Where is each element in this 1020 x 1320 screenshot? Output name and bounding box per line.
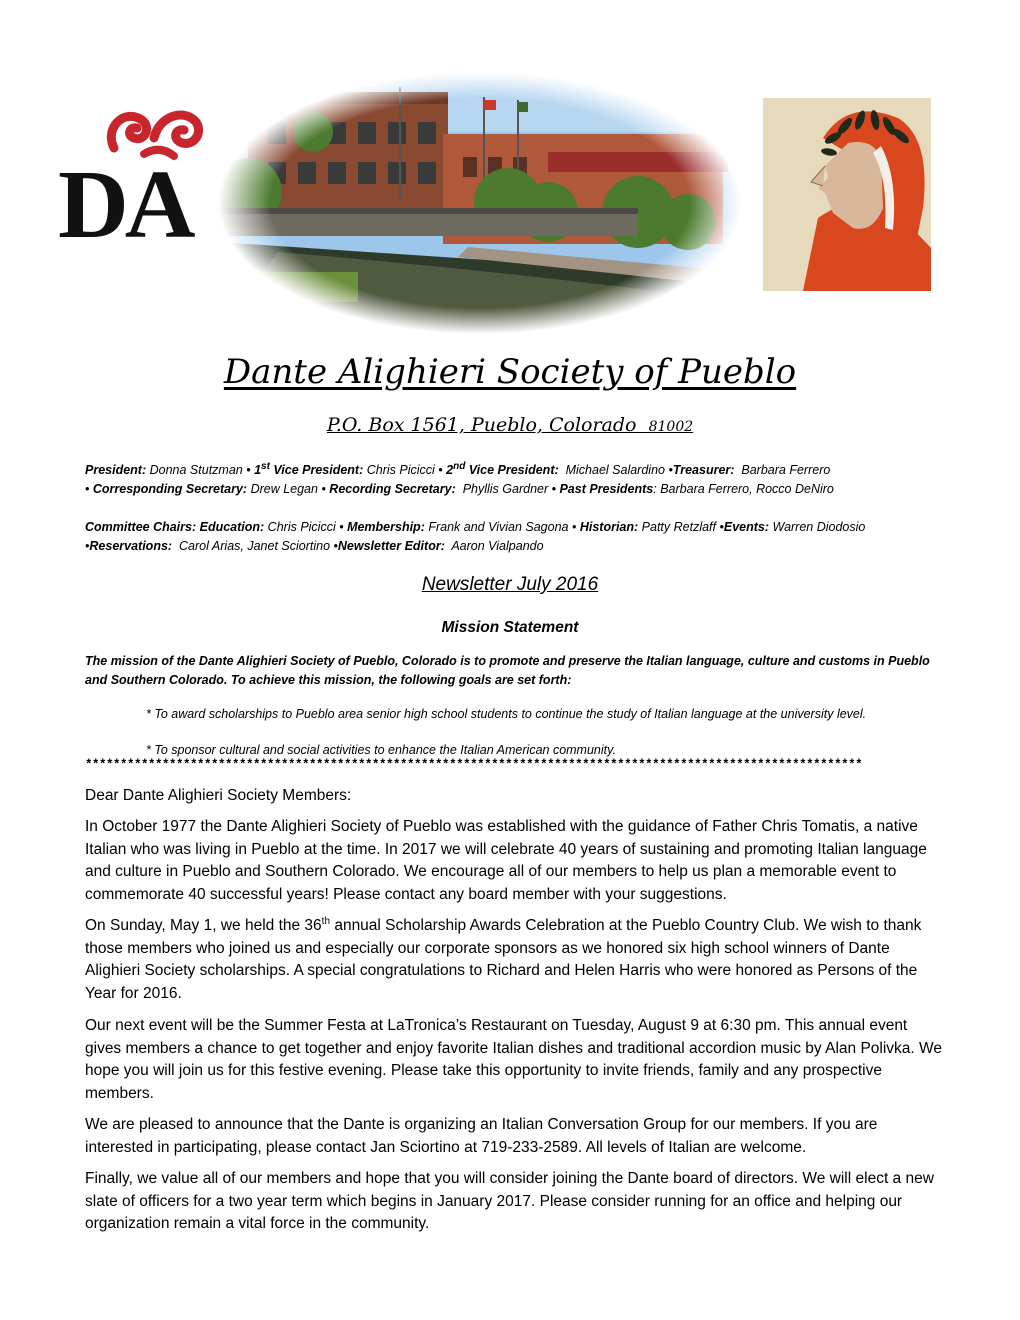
editor-name: Aaron Vialpando — [451, 539, 544, 553]
rec-sec-name: Phyllis Gardner — [462, 482, 549, 496]
goal-scholarships: * To award scholarships to Pueblo area senior high school students to continue the study of Italian language at the university level. — [146, 707, 867, 721]
letter-paragraph-conversation: We are pleased to announce that the Dante is organizing an Italian Conversation Group for our members. If you are interested in participating, please contact Jan Sciortino at 719-233-2589. All levels of Italian are welcome. — [85, 1116, 878, 1156]
reservations-label: Reservations: — [89, 539, 173, 553]
p2-start: On Sunday, May 1, we held the 36 — [85, 917, 322, 934]
dante-portrait — [763, 98, 931, 291]
corr-sec-name: Drew Legan — [250, 482, 318, 496]
committee-chairs-label: Committee Chairs: Education: — [85, 520, 265, 534]
president-name: Donna Stutzman — [149, 463, 243, 477]
historian-label: Historian: — [579, 520, 639, 534]
address-line: P.O. Box 1561, Pueblo, Colorado — [326, 414, 637, 436]
treasurer-label: Treasurer: — [672, 463, 735, 477]
vp1-sup: st — [261, 460, 270, 472]
vp2-sup: nd — [453, 460, 466, 472]
dante-society-logo — [58, 108, 218, 268]
past-presidents-label: Past Presidents — [559, 482, 654, 496]
treasurer-name: Barbara Ferrero — [741, 463, 831, 477]
editor-label: Newsletter Editor: — [337, 539, 445, 553]
vp2-label: Vice President: — [468, 463, 559, 477]
p2-sup: th — [321, 915, 331, 927]
letter-paragraph-anniversary: In October 1977 the Dante Alighieri Society of Pueblo was established with the guidance of Father Chris Tomatis, a native Italian who was living in Pueblo at the time. In 2017 we will celebrate 40 years of sustaining and promoting Italian language and culture in Pueblo and Southern Colorado. We encourage all of our members to help us plan a memorable event to commemorate 40 successful years! Please contact any board member with your suggestions. — [85, 818, 927, 903]
events-chair: Warren Diodosio — [772, 520, 866, 534]
events-label: Events: — [723, 520, 770, 534]
mission-heading: Mission Statement — [441, 619, 579, 636]
rec-sec-label: Recording Secretary: — [329, 482, 456, 496]
reservations-names: Carol Arias, Janet Sciortino — [179, 539, 331, 553]
membership-label: Membership: — [347, 520, 425, 534]
membership-chair: Frank and Vivian Sagona — [428, 520, 569, 534]
committee-list: Committee Chairs: Education: Chris Picicci • Membership: Frank and Vivian Sagona • Historian: Patty Retzlaff •Events: Warren Diodosio •Reservations: Carol Arias, Janet Sciortino •Newsletter Editor: Aaron Vialpando — [85, 520, 866, 553]
vp1-name: Chris Picicci — [366, 463, 435, 477]
address-zip: 81002 — [648, 419, 694, 435]
logo-letters: DA — [58, 151, 192, 259]
past-presidents-names: : Barbara Ferrero, Rocco DeNiro — [653, 482, 834, 496]
goal-activities: * To sponsor cultural and social activities to enhance the Italian American community. — [146, 743, 616, 757]
mission-text: The mission of the Dante Alighieri Society of Pueblo, Colorado is to promote and preserve the Italian language, culture and customs in Pueblo and Southern Colorado. To achieve this mission, the following goals are set forth: — [85, 654, 930, 687]
asterisk-divider: *************************************************************************************************************** — [85, 758, 863, 772]
president-label: President: — [85, 463, 147, 477]
letter-paragraph-board: Finally, we value all of our members and hope that you will consider joining the Dante board of directors. We will elect a new slate of officers for a two year term which begins in January 2017. Please consider running for an office and helping our organization remain a vital force in the community. — [85, 1170, 934, 1232]
letter-salutation: Dear Dante Alighieri Society Members: — [85, 787, 352, 804]
riverwalk-photo — [218, 72, 742, 334]
corr-sec-label: Corresponding Secretary: — [92, 482, 248, 496]
p2-rest: annual Scholarship Awards Celebration at the Pueblo Country Club. We wish to thank those members who joined us and especially our corporate sponsors as we honored six high school winners of Dante Alighieri Society scholarships. A special congratulations to Richard and Helen Harris who were honored as Persons of the Year for 2016. — [85, 917, 922, 1002]
education-chair: Chris Picicci — [267, 520, 336, 534]
historian-name: Patty Retzlaff — [641, 520, 716, 534]
vp2-number: 2 — [446, 463, 454, 477]
letter-paragraph-festa: Our next event will be the Summer Festa at LaTronica’s Restaurant on Tuesday, August 9 at 6:30 pm. This annual event gives members a chance to get together and enjoy favorite Italian dishes and traditional accordion music by Alan Polivka. We hope you will join us for this festive evening. Please take this opportunity to invite friends, family and any prospective members. — [85, 1017, 942, 1102]
vp1-label: Vice President: — [273, 463, 364, 477]
society-title: Dante Alighieri Society of Pueblo — [223, 352, 797, 392]
mailing-address — [0, 414, 1020, 436]
letter-paragraph-scholarship — [85, 915, 945, 1005]
vp2-name: Michael Salardino — [565, 463, 665, 477]
vp1-number: 1 — [254, 463, 262, 477]
newsletter-title: Newsletter July 2016 — [421, 574, 599, 595]
officers-list: President: Donna Stutzman • 1st Vice President: Chris Picicci • 2nd Vice President: Michael Salardino •Treasurer: Barbara Ferrero • Corresponding Secretary: Drew Legan • Recording Secretary: Phyllis Gardner • Past Presidents: Barbara Ferrero, Rocco DeNiro — [85, 460, 834, 496]
